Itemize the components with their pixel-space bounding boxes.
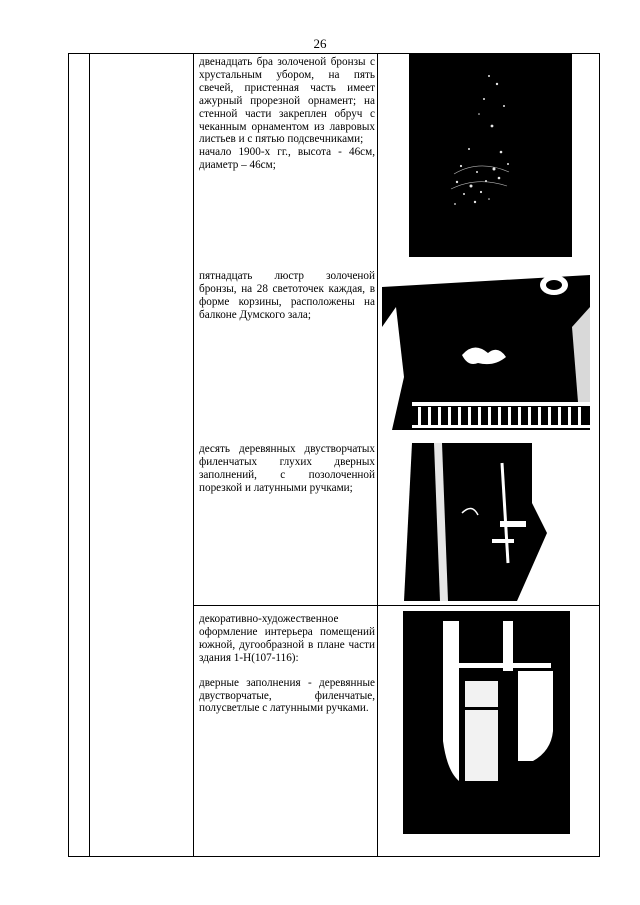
description-paragraph: двенадцать бра золоченой бронзы с хрустальным убором, на пять свечей, пристенная часть имеет ажурный прорезной орнамент; на стенной части закреплен обруч с чеканным орнаментом из лавровых листьев и с пятью подсвечниками; xyxy=(199,56,375,146)
item-description xyxy=(199,56,375,172)
description-paragraph: декоративно-художественное оформление интерьера помещений южной, дугообразной в плане части здания 1-Н(107-116): xyxy=(199,613,375,664)
description-paragraph: начало 1900-х гг., высота - 46см, диаметр – 46см; xyxy=(199,146,375,172)
item-description xyxy=(199,443,375,495)
item-description xyxy=(199,613,375,715)
description-paragraph: дверные заполнения - деревянные двустворчатые, филенчатые, полусветлые с латунными ручками. xyxy=(199,676,375,715)
description-paragraph: пятнадцать люстр золоченой бронзы, на 28 светоточек каждая, в форме корзины, расположены на балконе Думского зала; xyxy=(199,270,375,321)
chandelier-balcony-photo xyxy=(382,267,590,430)
description-paragraph: десять деревянных двустворчатых филенчатых глухих дверных заполнений, с позолоченной порезкой и латунными ручками; xyxy=(199,443,375,494)
column-divider xyxy=(89,54,90,856)
door-photo xyxy=(382,443,586,601)
page-number: 26 xyxy=(313,36,327,51)
sconce-photo xyxy=(409,54,572,257)
column-divider xyxy=(377,54,378,856)
row-divider xyxy=(193,605,599,606)
item-description xyxy=(199,270,375,322)
double-door-photo xyxy=(403,611,570,834)
column-divider xyxy=(193,54,194,856)
